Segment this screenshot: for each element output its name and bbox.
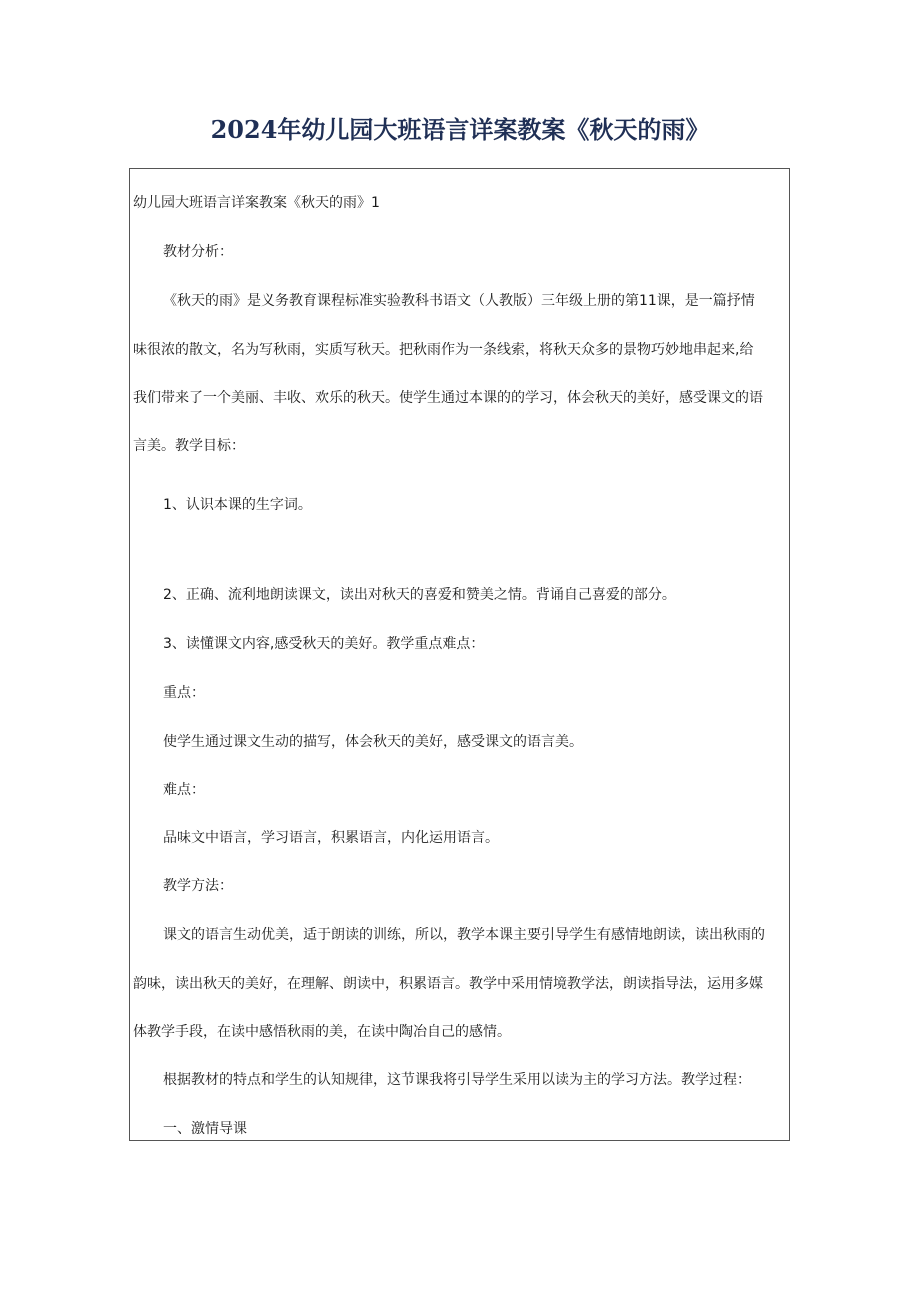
goal-item: 1、认识本课的生字词。	[163, 497, 312, 513]
section-heading: 幼儿园大班语言详案教案《秋天的雨》1	[133, 195, 380, 211]
method-paragraph-line: 课文的语言生动优美，适于朗读的训练，所以，教学本课主要引导学生有感情地朗读，读出秋雨的	[163, 927, 765, 943]
analysis-paragraph-line: 我们带来了一个美丽、丰收、欢乐的秋天。使学生通过本课的的学习，体会秋天的美好，感受课文的语	[133, 390, 763, 406]
method-paragraph-line: 韵味，读出秋天的美好，在理解、朗读中，积累语言。教学中采用情境教学法，朗读指导法，运用多媒	[133, 976, 763, 992]
content-box	[129, 168, 790, 1141]
analysis-paragraph-line: 《秋天的雨》是义务教育课程标准实验教科书语文（人教版）三年级上册的第11课，是一篇抒情	[163, 293, 755, 309]
key-point-text: 使学生通过课文生动的描写，体会秋天的美好，感受课文的语言美。	[163, 734, 583, 750]
method-paragraph-line: 体教学手段，在读中感悟秋雨的美，在读中陶冶自己的感情。	[133, 1024, 511, 1040]
process-step: 一、激情导课	[163, 1121, 247, 1137]
difficult-point-label: 难点：	[163, 782, 205, 798]
goal-item: 3、读懂课文内容,感受秋天的美好。教学重点难点：	[163, 636, 485, 652]
method-label: 教学方法：	[163, 878, 233, 894]
analysis-label: 教材分析：	[163, 244, 233, 260]
document-title: 2024年幼儿园大班语言详案教案《秋天的雨》	[210, 115, 710, 144]
method-paragraph-2: 根据教材的特点和学生的认知规律，这节课我将引导学生采用以读为主的学习方法。教学过程：	[163, 1072, 751, 1088]
goal-item: 2、正确、流利地朗读课文，读出对秋天的喜爱和赞美之情。背诵自己喜爱的部分。	[163, 587, 676, 603]
analysis-paragraph-line: 言美。教学目标：	[133, 438, 245, 454]
difficult-point-text: 品味文中语言，学习语言，积累语言，内化运用语言。	[163, 830, 499, 846]
analysis-paragraph-line: 味很浓的散文，名为写秋雨，实质写秋天。把秋雨作为一条线索，将秋天众多的景物巧妙地串起来,给	[133, 342, 754, 358]
key-point-label: 重点：	[163, 685, 205, 701]
